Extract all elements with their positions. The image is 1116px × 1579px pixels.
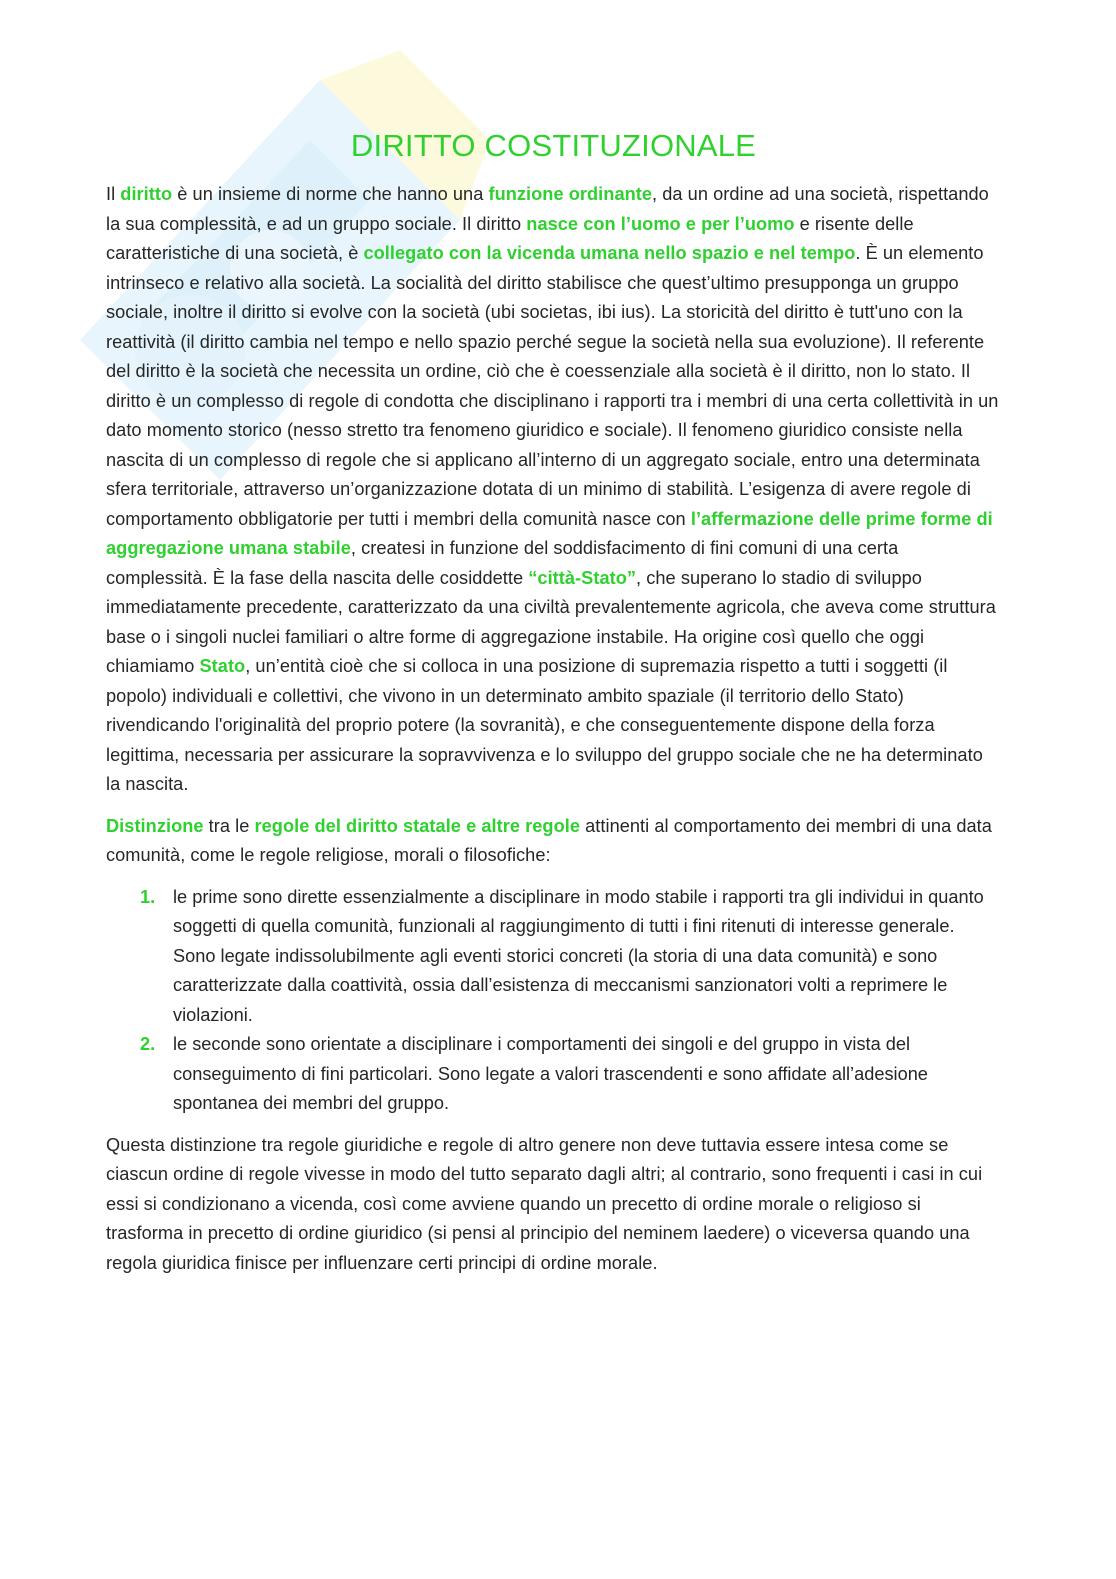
page-title: DIRITTO COSTITUZIONALE bbox=[350, 128, 757, 163]
paragraph-distinzione: Distinzione tra le regole del diritto statale e altre regole attinenti al comportamento dei membri di una data comunità, come le regole religiose, morali o filosofiche: bbox=[106, 815, 992, 865]
list-item: 2. le seconde sono orientate a disciplinare i comportamenti dei singoli e del gruppo in vista del conseguimento di fini particolari. Sono legate a valori trascendenti e sono affidate all’adesione spontanea dei membri del gruppo. bbox=[140, 1034, 928, 1113]
list-item: 1. le prime sono dirette essenzialmente a disciplinare in modo stabile i rapporti tra gli individui in quanto soggetti di quella comunità, funzionali al raggiungimento di tutti i fini ritenuti di interesse generale. Sono legate indissolubilmente agli eventi storici concreti (la storia di una data comunità) e sono caratterizzate dalla coattività, ossia dall’esistenza di meccanismi sanzionatori volti a reprimere le violazioni. bbox=[140, 886, 984, 1025]
numbered-list bbox=[106, 883, 1001, 1119]
paragraph-intro: Il diritto è un insieme di norme che hanno una funzione ordinante, da un ordine ad una società, rispettando la sua complessità, e ad un gruppo sociale. Il diritto nasce con l’uomo e per l’uomo e risente delle caratteristiche di una società, è collegato con la vicenda umana nello spazio e nel tempo. È un elemento intrinseco e relativo alla società. La socialità del diritto stabilisce che quest’ultimo presupponga un gruppo sociale, inoltre il diritto si evolve con la società (ubi societas, ibi ius). La storicità del diritto è tutt'uno con la reattività (il diritto cambia nel tempo e nello spazio perché segue la società nella sua evoluzione). Il referente del diritto è la società che necessita un ordine, ciò che è coessenziale alla società è il diritto, non lo stato. Il diritto è un complesso di regole di condotta che disciplinano i rapporti tra i membri di una certa collettività in un dato momento storico (nesso stretto tra fenomeno giuridico e sociale). Il fenomeno giuridico consiste nella nascita di un complesso di regole che si applicano all’interno di un aggregato sociale, entro una determinata sfera territoriale, attraverso un’organizzazione dotata di un minimo di stabilità. L’esigenza di avere regole di comportamento obbligatorie per tutti i membri della comunità nasce con l’affermazione delle prime forme di aggregazione umana stabile, createsi in funzione del soddisfacimento di fini comuni di una certa complessità. È la fase della nascita delle cosiddette “città-Stato”, che superano lo stadio di sviluppo immediatamente precedente, caratterizzato da una civiltà prevalentemente agricola, che aveva come struttura base o i singoli nuclei familiari o altre forme di aggregazione instabile. Ha origine così quello che oggi chiamiamo Stato, un’entità cioè che si colloca in una posizione di supremazia rispetto a tutti i soggetti (il popolo) individuali e collettivi, che vivono in un determinato ambito spaziale (il territorio dello Stato) rivendicando l'originalità del proprio potere (la sovranità), e che conseguentemente dispone della forza legittima, necessaria per assicurare la sopravvivenza e lo sviluppo del gruppo sociale che ne ha determinato la nascita. bbox=[106, 184, 999, 794]
paragraph-conclusion: Questa distinzione tra regole giuridiche e regole di altro genere non deve tuttavia essere intesa come se ciascun ordine di regole vivesse in modo del tutto separato dagli altri; al contrario, sono frequenti i casi in cui essi si condizionano a vicenda, così come avviene quando un precetto di ordine morale o religioso si trasforma in precetto di ordine giuridico (si pensi al principio del neminem laedere) o viceversa quando una regola giuridica finisce per influenzare certi principi di ordine morale. bbox=[106, 1134, 983, 1273]
document-page bbox=[106, 128, 1001, 1290]
